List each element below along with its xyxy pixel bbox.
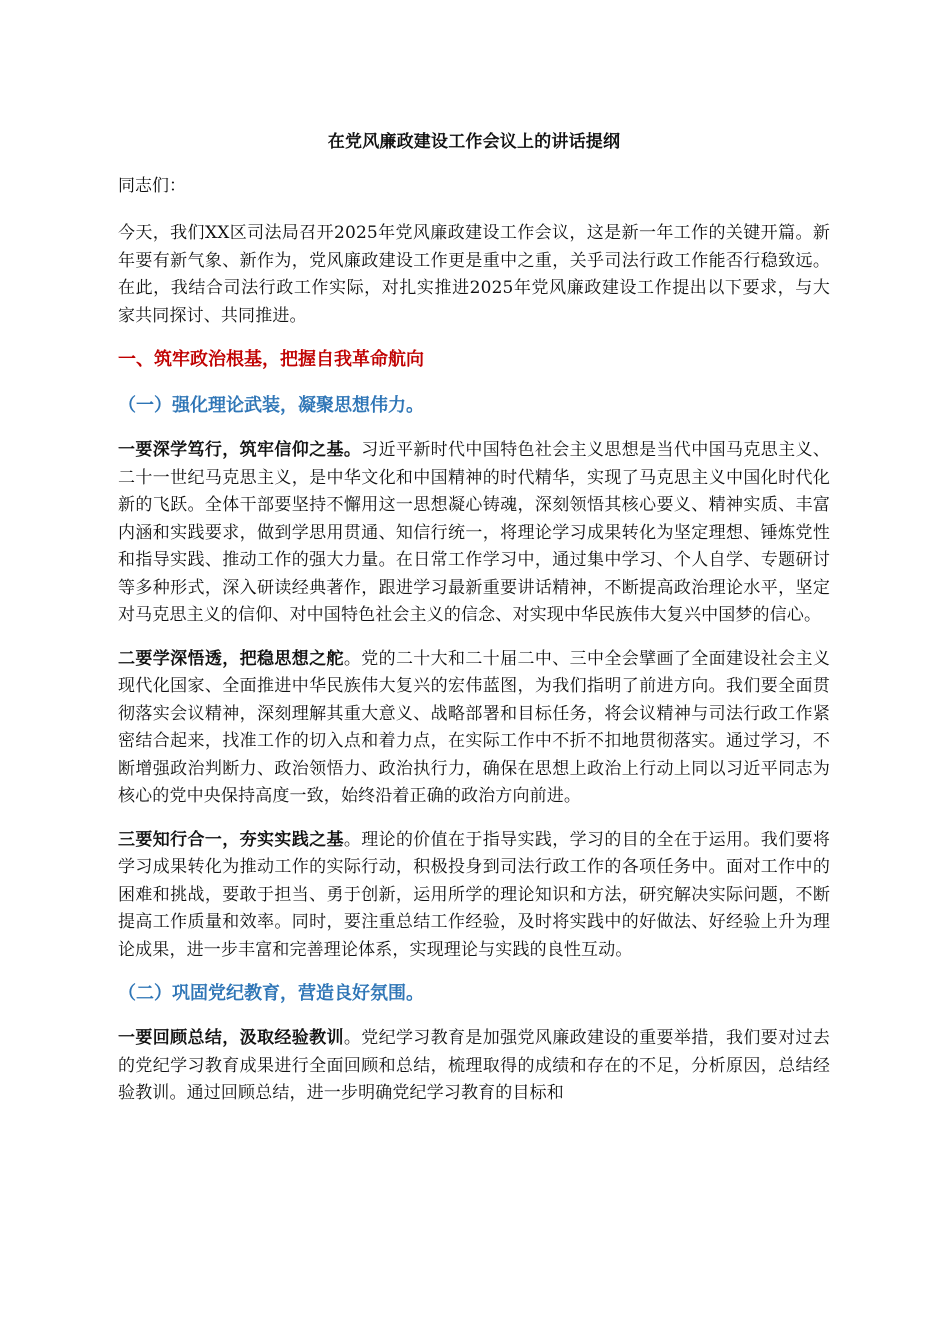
subsection-heading-2: （二）巩固党纪教育，营造良好氛围。 <box>118 983 424 1004</box>
paragraph-body: 。理论的价值在于指导实践，学习的目的全在于运用。我们要将学习成果转化为推动工作的实际行动，积极投身到司法行政工作的各项任务中。面对工作中的困难和挑战，要敢于担当、勇于创新，运用所学的理论知识和方法，研究解决实际问题，不断提高工作质量和效率。同时，要注重总结工作经验，及时将实践中的好做法、好经验上升为理论成果，进一步丰富和完善理论体系，实现理论与实践的良性互动。 <box>118 829 830 960</box>
paragraph-body: 。党的二十大和二十届二中、三中全会擘画了全面建设社会主义现代化国家、全面推进中华民族伟大复兴的宏伟蓝图，为我们指明了前进方向。我们要全面贯彻落实会议精神，深刻理解其重大意义、战略部署和目标任务，将会议精神与司法行政工作紧密结合起来，找准工作的切入点和着力点，在实际工作中不折不扣地贯彻落实。通过学习，不断增强政治判断力、政治领悟力、政治执行力，确保在思想上政治上行动上同以习近平同志为核心的党中央保持高度一致，始终沿着正确的政治方向前进。 <box>118 648 830 806</box>
paragraph-2-1 <box>118 1025 830 1108</box>
paragraph-1-1 <box>118 437 830 630</box>
document-title: 在党风廉政建设工作会议上的讲话提纲 <box>327 132 621 152</box>
paragraph-lead: 三要知行合一，夯实实践之基 <box>118 829 344 850</box>
paragraph-body: 。党纪学习教育是加强党风廉政建设的重要举措，我们要对过去的党纪学习教育成果进行全面回顾和总结，梳理取得的成绩和存在的不足，分析原因，总结经验教训。通过回顾总结，进一步明确党纪学习教育的目标和 <box>118 1028 830 1103</box>
section-heading-1: 一、筑牢政治根基，把握自我革命航向 <box>118 349 424 370</box>
paragraph-1-3 <box>118 827 830 965</box>
document-body <box>118 128 830 1124</box>
paragraph-lead: 一要深学笃行，筑牢信仰之基。 <box>118 440 362 460</box>
paragraph-lead: 二要学深悟透，把稳思想之舵 <box>118 648 344 669</box>
intro-paragraph: 今天，我们XX区司法局召开2025年党风廉政建设工作会议，这是新一年工作的关键开篇。新年要有新气象、新作为，党风廉政建设工作更是重中之重，关乎司法行政工作能否行稳致远。在此，我结合司法行政工作实际，对扎实推进2025年党风廉政建设工作提出以下要求，与大家共同探讨、共同推进。 <box>118 223 830 326</box>
subsection-heading-1: （一）强化理论武装，凝聚思想伟力。 <box>118 395 424 416</box>
paragraph-body: 习近平新时代中国特色社会主义思想是当代中国马克思主义、二十一世纪马克思主义，是中华文化和中国精神的时代精华，实现了马克思主义中国化时代化新的飞跃。全体干部要坚持不懈用这一思想凝心铸魂，深刻领悟其核心要义、精神实质、丰富内涵和实践要求，做到学思用贯通、知信行统一，将理论学习成果转化为坚定理想、锤炼党性和指导实践、推动工作的强大力量。在日常工作学习中，通过集中学习、个人自学、专题研讨等多种形式，深入研读经典著作，跟进学习最新重要讲话精神，不断提高政治理论水平，坚定对马克思主义的信仰、对中国特色社会主义的信念、对实现中华民族伟大复兴中国梦的信心。 <box>118 440 830 625</box>
paragraph-lead: 一要回顾总结，汲取经验教训 <box>118 1028 344 1048</box>
paragraph-1-2 <box>118 646 830 811</box>
salutation: 同志们： <box>118 176 186 196</box>
